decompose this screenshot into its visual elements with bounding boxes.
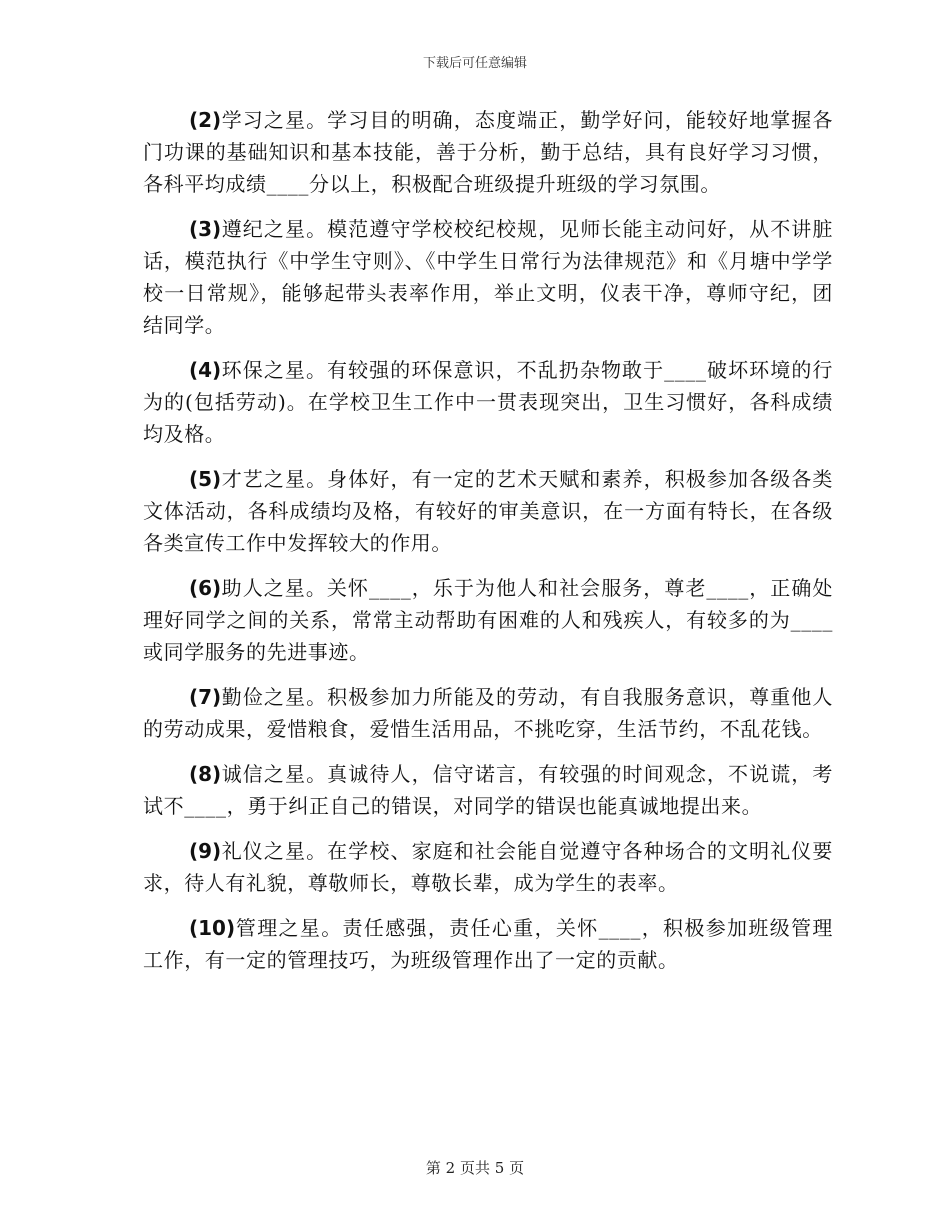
paragraph-text: 遵纪之星。模范遵守学校校纪校规，见师长能主动问好，从不讲脏话，模范执行《中学生守则》、《中学生日常行为法律规范》和《月塘中学学校一日常规》，能够起带头表率作用，举止文明，仪表干净，尊师守纪，团结同学。 — [143, 217, 833, 337]
paragraph-discipline-star — [143, 213, 833, 341]
item-number: (7) — [189, 685, 222, 709]
paragraph-text: 勤俭之星。积极参加力所能及的劳动，有自我服务意识，尊重他人的劳动成果，爱惜粮食，爱惜生活用品，不挑吃穿，生活节约，不乱花钱。 — [143, 685, 833, 741]
item-number: (10) — [189, 916, 236, 940]
paragraph-study-star — [143, 104, 833, 200]
paragraph-text: 礼仪之星。在学校、家庭和社会能自觉遵守各种场合的文明礼仪要求，待人有礼貌，尊敬师长，尊敬长辈，成为学生的表率。 — [143, 839, 833, 895]
paragraph-text: 诚信之星。真诚待人，信守诺言，有较强的时间观念，不说谎，考试不____，勇于纠正自己的错误，对同学的错误也能真诚地提出来。 — [143, 762, 833, 818]
paragraph-text: 学习之星。学习目的明确，态度端正，勤学好问，能较好地掌握各门功课的基础知识和基本技能，善于分析，勤于总结，具有良好学习习惯，各科平均成绩____分以上，积极配合班级提升班级的学习氛围。 — [143, 108, 833, 196]
item-number: (8) — [189, 762, 222, 786]
item-number: (3) — [189, 217, 222, 241]
paragraph-integrity-star — [143, 758, 833, 822]
document-body — [143, 104, 833, 989]
paragraph-text: 才艺之星。身体好，有一定的艺术天赋和素养，积极参加各级各类文体活动，各科成绩均及格，有较好的审美意识，在一方面有特长，在各级各类宣传工作中发挥较大的作用。 — [143, 467, 833, 555]
page-footer: 第 2 页共 5 页 — [425, 1159, 525, 1177]
paragraph-talent-star — [143, 463, 833, 559]
item-number: (9) — [189, 839, 222, 863]
page-header: 下载后可任意编辑 — [422, 56, 527, 71]
paragraph-management-star — [143, 912, 833, 976]
item-number: (2) — [189, 108, 222, 132]
paragraph-environment-star — [143, 354, 833, 450]
paragraph-text: 助人之星。关怀____，乐于为他人和社会服务，尊老____，正确处理好同学之间的关系，常常主动帮助有困难的人和残疾人，有较多的为____或同学服务的先进事迹。 — [143, 576, 833, 664]
paragraph-text: 环保之星。有较强的环保意识，不乱扔杂物敢于____破坏环境的行为的(包括劳动)。在学校卫生工作中一贯表现突出，卫生习惯好，各科成绩均及格。 — [143, 358, 833, 446]
item-number: (5) — [189, 467, 222, 491]
item-number: (4) — [189, 358, 222, 382]
paragraph-etiquette-star — [143, 835, 833, 899]
paragraph-helper-star — [143, 572, 833, 668]
paragraph-thrift-star — [143, 681, 833, 745]
item-number: (6) — [189, 576, 222, 600]
paragraph-text: 管理之星。责任感强，责任心重，关怀____，积极参加班级管理工作，有一定的管理技巧，为班级管理作出了一定的贡献。 — [143, 916, 833, 972]
